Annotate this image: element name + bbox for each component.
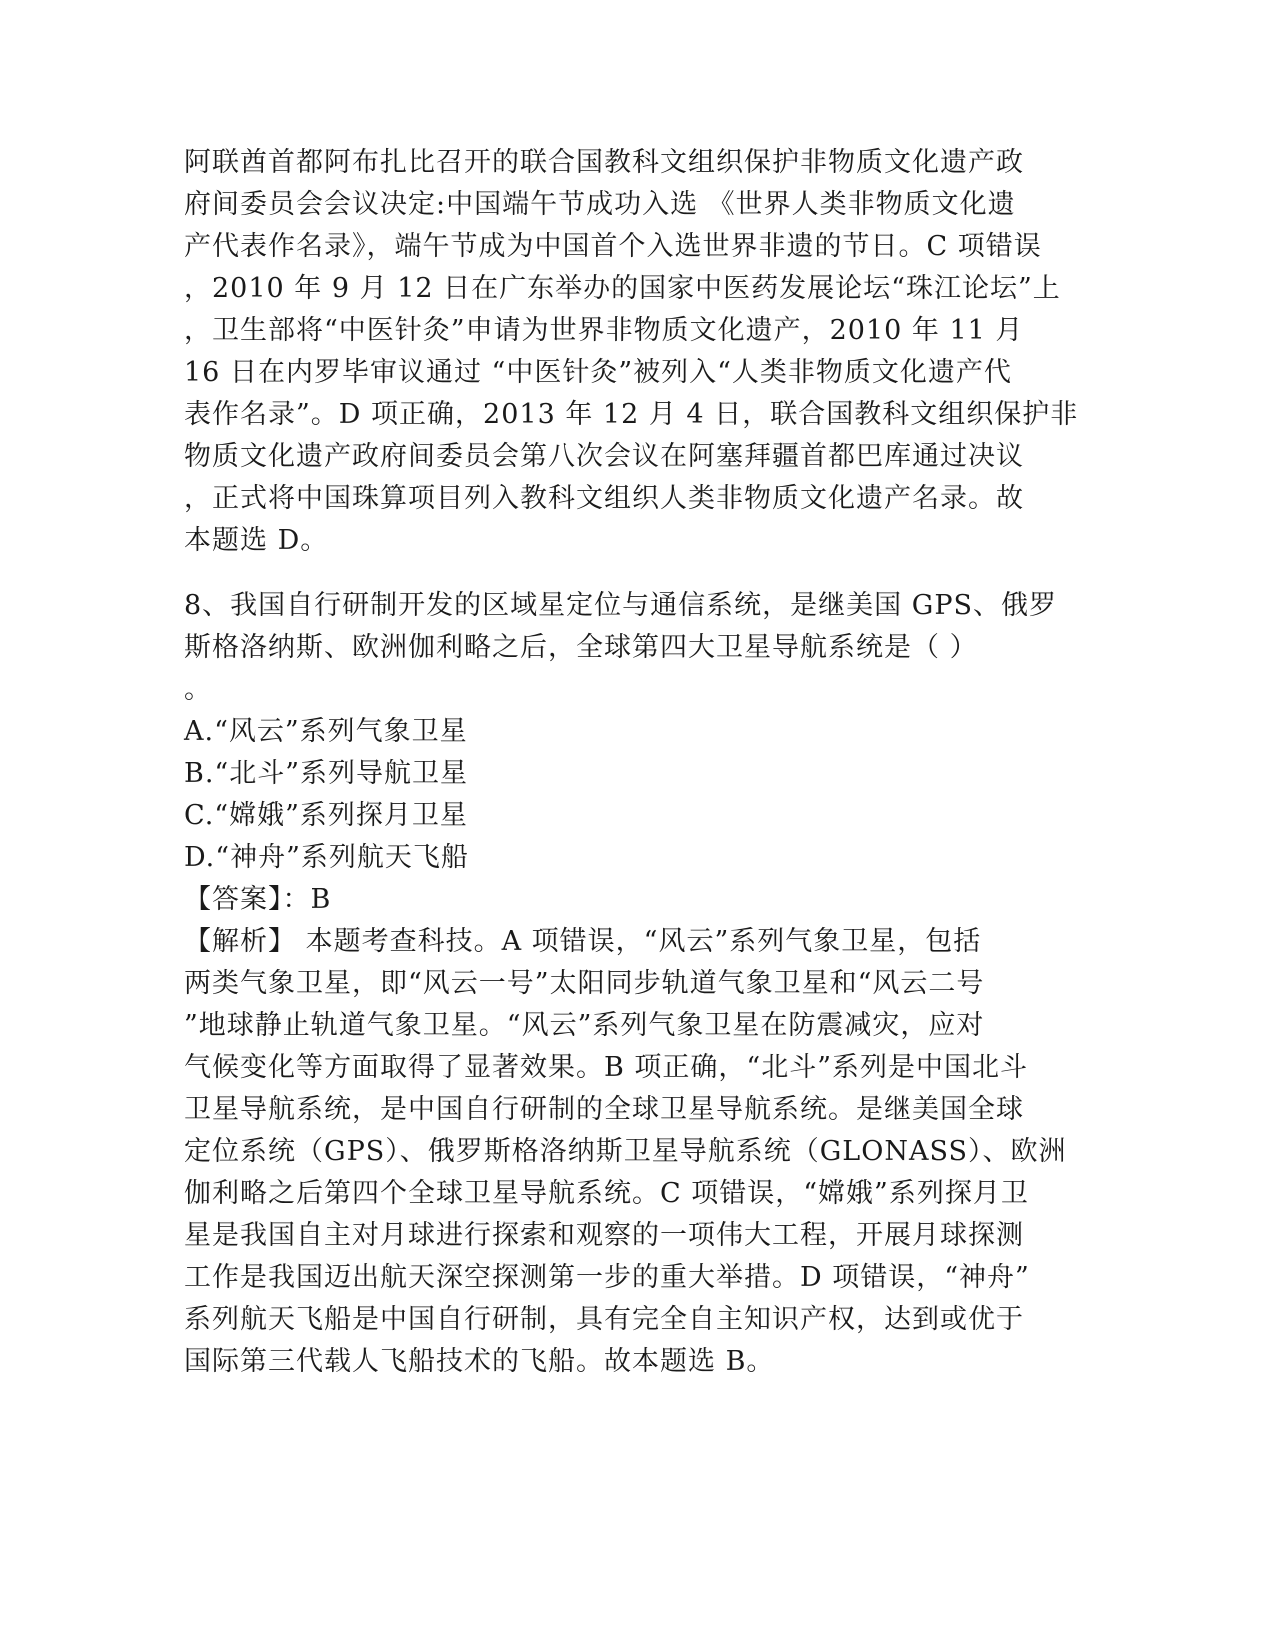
analysis-line: 【解析】 本题考查科技。A 项错误，“风云”系列气象卫星，包括 xyxy=(184,926,982,957)
answer-line: 【答案】：B xyxy=(184,884,332,915)
question-stem-line: 。 xyxy=(184,674,212,705)
explanation-line: ，正式将中国珠算项目列入教科文组织人类非物质文化遗产名录。故 xyxy=(184,483,1024,514)
explanation-line: ，2010 年 9 月 12 日在广东举办的国家中医药发展论坛“珠江论坛”上 xyxy=(184,273,1061,304)
analysis-line: 星是我国自主对月球进行探索和观察的一项伟大工程，开展月球探测 xyxy=(184,1220,1024,1251)
analysis-line: 卫星导航系统，是中国自行研制的全球卫星导航系统。是继美国全球 xyxy=(184,1094,1024,1125)
question-8 xyxy=(184,585,1067,1383)
explanation-line: 16 日在内罗毕审议通过 “中医针灸”被列入“人类非物质文化遗产代 xyxy=(184,357,1012,388)
previous-explanation xyxy=(184,142,1079,562)
analysis-line: ”地球静止轨道气象卫星。“风云”系列气象卫星在防震减灾，应对 xyxy=(184,1010,985,1041)
analysis-line: 国际第三代载人飞船技术的飞船。故本题选 B。 xyxy=(184,1346,775,1377)
analysis-line: 定位系统（GPS）、俄罗斯格洛纳斯卫星导航系统（GLONASS）、欧洲 xyxy=(184,1136,1067,1167)
option-a: A.“风云”系列气象卫星 xyxy=(184,716,468,747)
explanation-line: 本题选 D。 xyxy=(184,525,329,556)
option-c: C.“嫦娥”系列探月卫星 xyxy=(184,800,468,831)
explanation-line: 阿联酋首都阿布扎比召开的联合国教科文组织保护非物质文化遗产政 xyxy=(184,147,1024,178)
analysis-line: 系列航天飞船是中国自行研制，具有完全自主知识产权，达到或优于 xyxy=(184,1304,1024,1335)
question-stem-line: 斯格洛纳斯、欧洲伽利略之后，全球第四大卫星导航系统是（ ） xyxy=(184,632,978,663)
explanation-line: 物质文化遗产政府间委员会第八次会议在阿塞拜疆首都巴库通过决议 xyxy=(184,441,1024,472)
explanation-line: 表作名录”。D 项正确，2013 年 12 月 4 日，联合国教科文组织保护非 xyxy=(184,399,1079,430)
explanation-line: 产代表作名录》，端午节成为中国首个入选世界非遗的节日。C 项错误 xyxy=(184,231,1042,262)
question-stem-line: 8、我国自行研制开发的区域星定位与通信系统，是继美国 GPS、俄罗 xyxy=(184,590,1057,621)
option-b: B.“北斗”系列导航卫星 xyxy=(184,758,469,789)
explanation-line: 府间委员会会议决定:中国端午节成功入选 《世界人类非物质文化遗 xyxy=(184,189,1016,220)
analysis-line: 气候变化等方面取得了显著效果。B 项正确，“北斗”系列是中国北斗 xyxy=(184,1052,1029,1083)
analysis-line: 伽利略之后第四个全球卫星导航系统。C 项错误，“嫦娥”系列探月卫 xyxy=(184,1178,1029,1209)
explanation-line: ，卫生部将“中医针灸”申请为世界非物质文化遗产，2010 年 11 月 xyxy=(184,315,1024,346)
analysis-line: 两类气象卫星，即“风云一号”太阳同步轨道气象卫星和“风云二号 xyxy=(184,968,985,999)
analysis-line: 工作是我国迈出航天深空探测第一步的重大举措。D 项错误，“神舟” xyxy=(184,1262,1030,1293)
option-d: D.“神舟”系列航天飞船 xyxy=(184,842,469,873)
